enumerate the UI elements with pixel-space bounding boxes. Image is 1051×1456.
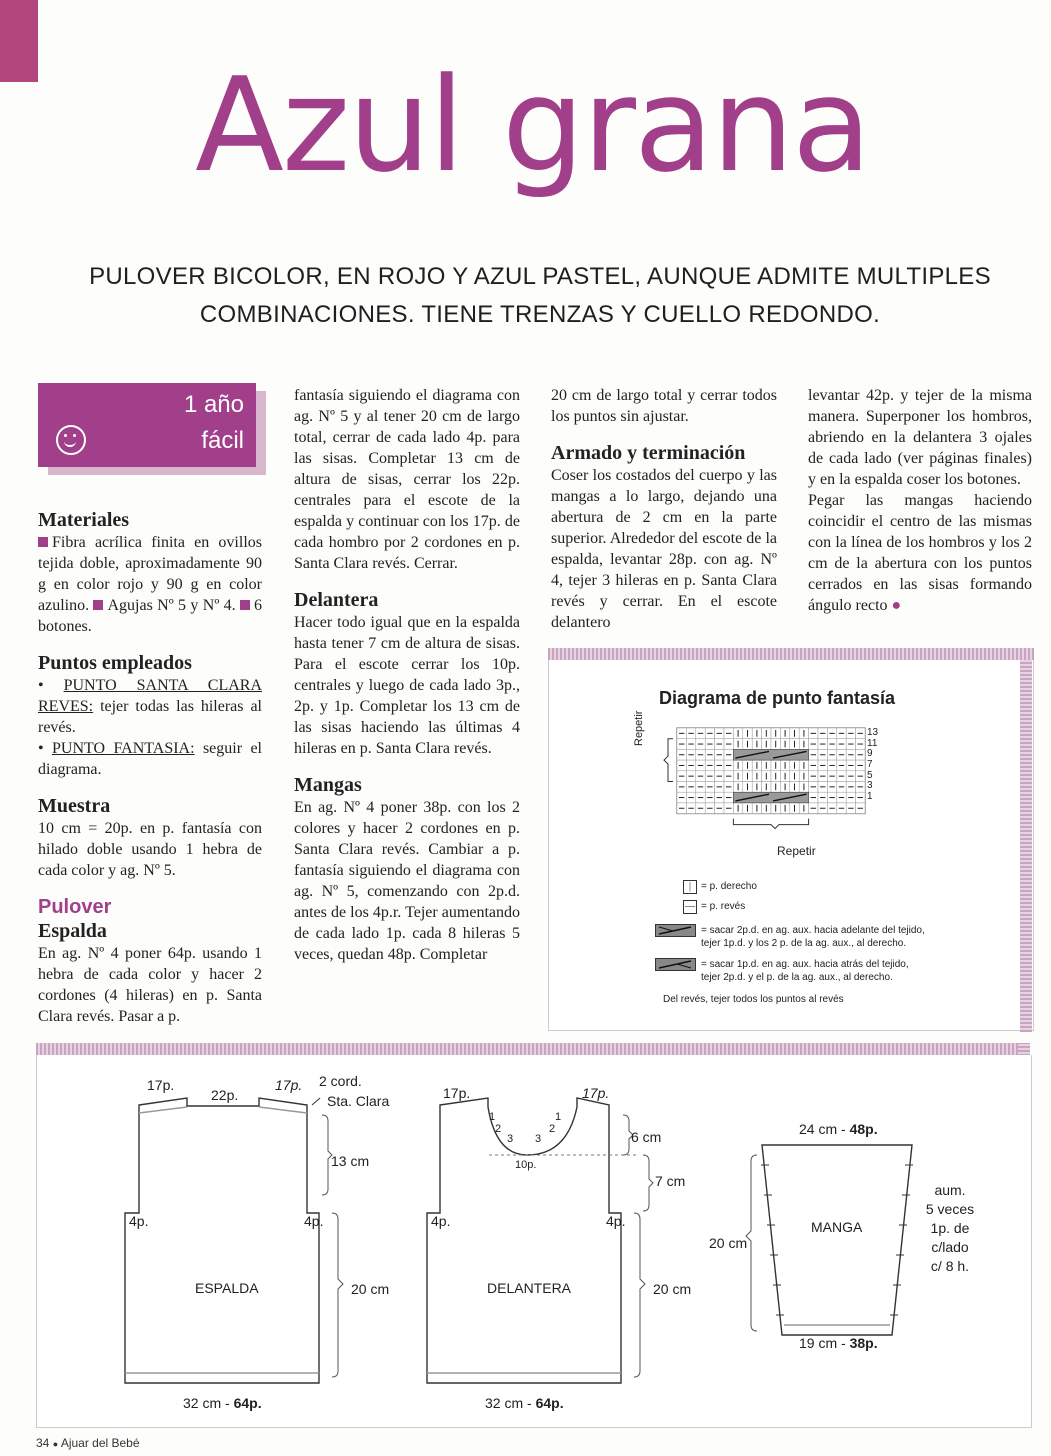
column-2 [294, 385, 520, 965]
espalda-neck: 22p. [211, 1087, 239, 1103]
legend-derecho: = p. derecho [701, 881, 757, 892]
manga-height: 20 cm [709, 1235, 748, 1251]
magazine-name: Ajuar del Bebé [60, 1436, 140, 1450]
column-1 [38, 508, 262, 1027]
difficulty-badge [38, 383, 256, 467]
manga-bottom-cm: 19 cm - [799, 1335, 846, 1351]
espalda-continued: fantasía siguiendo el diagrama con ag. Nº 5 y al tener 20 cm de largo total, cerrar de cada lado 4p. para las sisas. Completar 13 cm de altura de sisas, cerrar los 22p. centrales para el escote de la espalda y continuar con los 17p. de cada hombro por 2 cordones en p. Santa Clara revés. Cerrar. [294, 387, 520, 572]
manga-inc-4: c/lado [931, 1239, 969, 1255]
chart-cable-cell [733, 749, 808, 760]
legend-note: Del revés, tejer todos los puntos al revés [663, 994, 844, 1005]
delantera-width-cm: 32 cm - [485, 1395, 532, 1411]
delantera-left-shoulder: 17p. [443, 1085, 471, 1101]
delantera-left-dec: 4p. [431, 1213, 451, 1229]
manga-top-width [799, 1121, 878, 1137]
espalda-right-dec: 4p. [304, 1213, 324, 1229]
manga-inc-3: 1p. de [930, 1220, 970, 1236]
delantera-neck-height: 6 cm [631, 1129, 662, 1145]
row-numbers [867, 727, 887, 802]
delantera-right-shoulder: 17p. [582, 1085, 610, 1101]
manga-bottom-width [799, 1335, 878, 1351]
column-3 [551, 385, 777, 633]
repetir-vertical [633, 711, 645, 746]
delantera-width-p: 64p. [535, 1395, 564, 1411]
espalda-width [183, 1395, 262, 1411]
row-number: 1 [867, 791, 873, 803]
manga-label: MANGA [811, 1219, 863, 1235]
schematics-stripe-top [36, 1043, 1030, 1055]
legend-cross-back-icon [655, 958, 697, 972]
bullet-square-icon [93, 600, 103, 610]
legend-cross-back [701, 958, 909, 984]
page-title: Azul grana [195, 49, 870, 201]
delantera-body-height: 20 cm [653, 1281, 692, 1297]
diagram-stripe-top [548, 648, 1034, 660]
footer-bullet-icon: ● [52, 1439, 59, 1449]
delantera-dec-2b: 2 [549, 1123, 556, 1135]
manga-top-cm: 24 cm - [799, 1121, 846, 1137]
chart-grid [664, 728, 865, 829]
espalda-armhole-height: 13 cm [331, 1153, 370, 1169]
row-number: 13 [867, 727, 879, 738]
manga-top-p: 48p. [849, 1121, 878, 1137]
pulover-heading: Pulover [38, 896, 112, 918]
row-number: 7 [867, 759, 873, 771]
punto-item-2: • PUNTO FANTASIA: seguir el diagrama. [38, 740, 262, 778]
mangas-continued: 20 cm de largo total y cerrar todos los puntos sin ajustar. [551, 387, 777, 425]
armado-heading: Armado y terminación [551, 442, 746, 464]
end-bullet-icon: ● [891, 597, 902, 614]
row-number: 3 [867, 780, 873, 792]
delantera-width [485, 1395, 564, 1411]
delantera-text: Hacer todo igual que en la espalda hasta tener 7 cm de altura de sisas. Para el escote cerrar los 10p. centrales y luego de cada lado 3p., 2p. y 1p. Completar los 13 cm de las sisas haciendo las últimas 4 hileras en p. Santa Clara revés. [294, 614, 520, 757]
delantera-neck-center: 10p. [515, 1159, 537, 1171]
materiales-item-3: 6 botones. [38, 597, 263, 635]
mangas-heading: Mangas [294, 774, 362, 796]
espalda-left-shoulder: 17p. [147, 1077, 175, 1093]
page-footer [36, 1436, 140, 1450]
delantera-right-dec: 4p. [606, 1213, 626, 1229]
manga-bottom-p: 38p. [849, 1335, 878, 1351]
materiales-heading: Materiales [38, 509, 130, 531]
col4-text-2-body: Pegar las mangas haciendo coincidir el centro de las mismas con la línea de los hombros y los 2 cm de la abertura con los puntos cerrados en las sisas formando ángulo recto [808, 492, 1032, 614]
delantera-armhole-height: 7 cm [655, 1173, 686, 1189]
chart-cable-cell [733, 792, 808, 803]
legend-cross-back-line2: tejer 2p.d. y el p. de la ag. aux., al derecho. [701, 972, 893, 983]
delantera-dec-2: 2 [495, 1123, 502, 1135]
badge-age: 1 año [183, 391, 244, 418]
espalda-label: ESPALDA [195, 1280, 259, 1296]
legend-derecho-icon: | [683, 880, 697, 894]
repetir-horizontal: Repetir [777, 844, 816, 858]
schematic-drawings [37, 1055, 1031, 1427]
espalda-outline [125, 1098, 343, 1383]
legend-reves-icon: — [685, 901, 695, 912]
page-number: 34 [36, 1436, 50, 1450]
delantera-dec-1: 1 [489, 1111, 496, 1123]
manga-increase-note [915, 1181, 985, 1276]
stitch-diagram-box [548, 660, 1034, 1031]
bullet-square-icon [240, 600, 250, 610]
armado-text: Coser los costados del cuerpo y las mangas a lo largo, dejando una abertura de 2 cm en la parte superior. Alrededor del escote de la espalda, levantar 28p. con ag. Nº 4, tejer 3 hileras en p. Santa Clara revés y cerrar. En el escote delantero [551, 467, 777, 631]
manga-inc-1: aum. [934, 1182, 966, 1198]
muestra-text: 10 cm = 20p. en p. fantasía con hilado doble usando 1 hebra de cada color y ag. Nº 5. [38, 820, 262, 879]
row-number: 11 [867, 737, 878, 749]
punto-1-text: tejer todas las hileras al revés. [38, 698, 262, 736]
schematics-box [36, 1055, 1032, 1428]
subtitle-line-1: PULOVER BICOLOR, EN ROJO Y AZUL PASTEL, AUNQUE ADMITE MULTIPLES [89, 263, 991, 290]
corner-tab [0, 0, 38, 82]
espalda-width-cm: 32 cm - [183, 1395, 230, 1411]
materiales-item-1: Fibra acrílica finita en ovillos tejida doble, aproximadamente 90 g en color rojo y 90 g en color azulino. [38, 534, 262, 614]
delantera-label: DELANTERA [487, 1280, 572, 1296]
delantera-dec-3b: 3 [535, 1133, 542, 1145]
legend-cross-front-icon [655, 924, 697, 938]
materiales-text [38, 532, 262, 637]
smiley-icon [56, 425, 86, 455]
col4-text-2 [808, 490, 1032, 616]
diagram-stripe-right [1020, 660, 1032, 1032]
row-number: 5 [867, 769, 873, 781]
badge-level: fácil [201, 427, 244, 454]
repetir-v-bracket [664, 739, 673, 782]
row-number: 9 [867, 748, 873, 760]
punto-item-1: • PUNTO SANTA CLARA REVES: tejer todas las hileras al revés. [38, 677, 262, 736]
espalda-left-dec: 4p. [129, 1213, 149, 1229]
punto-2-text: seguir el diagrama. [38, 740, 262, 778]
delantera-heading: Delantera [294, 589, 379, 611]
legend-cross-front [701, 924, 925, 950]
subtitle-line-2: COMBINACIONES. TIENE TRENZAS Y CUELLO REDONDO. [199, 301, 881, 328]
legend-reves: = p. revés [701, 901, 746, 912]
legend-cross-front-line2: tejer 1p.d. y los 2 p. de la ag. aux., al derecho. [701, 938, 907, 949]
mangas-text: En ag. Nº 4 poner 38p. con los 2 colores y hacer 2 cordones en p. Santa Clara revés. Cambiar a p. fantasía siguiendo el diagrama con ag. Nº 5, comenzando con 2p.d. antes de los 4p.r. Tejer aumentando de cada lado 1p. cada 8 hileras 5 veces, quedan 48p. Completar [294, 799, 520, 963]
delantera-dec-1b: 1 [555, 1111, 562, 1123]
espalda-heading: Espalda [38, 920, 107, 942]
column-4 [808, 385, 1032, 616]
espalda-sta-clara: Sta. Clara [327, 1093, 390, 1109]
legend-cross-front-line1: = sacar 2p.d. en ag. aux. hacia adelante del tejido, [701, 925, 925, 936]
legend-cross-back-line1: = sacar 1p.d. en ag. aux. hacia atrás del tejido, [701, 959, 909, 970]
espalda-width-p: 64p. [233, 1395, 262, 1411]
subtitle [40, 258, 1040, 334]
manga-inc-5: c/ 8 h. [930, 1258, 970, 1274]
puntos-heading: Puntos empleados [38, 652, 192, 674]
espalda-body-height: 20 cm [351, 1281, 390, 1297]
espalda-text: En ag. Nº 4 poner 64p. usando 1 hebra de cada color y hacer 2 cordones (4 hileras) en p. Santa Clara revés. Pasar a p. [38, 945, 262, 1025]
delantera-dec-3: 3 [507, 1133, 514, 1145]
punto-2-name: PUNTO FANTASIA: [52, 740, 195, 757]
muestra-heading: Muestra [38, 795, 111, 817]
diagram-title: Diagrama de punto fantasía [659, 688, 896, 708]
punto-1-name: PUNTO SANTA CLARA REVES: [38, 677, 262, 715]
manga-inc-2: 5 veces [925, 1201, 975, 1217]
repetir-v-label: Repetir [633, 710, 645, 746]
repetir-h-bracket [733, 819, 808, 829]
espalda-cord: 2 cord. [319, 1073, 362, 1089]
manga-outline [746, 1145, 913, 1335]
col4-text-1: levantar 42p. y tejer de la misma manera. Superponer los hombros, abriendo en la delantera 3 ojales de cada lado (ver páginas finales) y en la espalda coser los botones. [808, 387, 1032, 488]
bullet-square-icon [38, 537, 48, 547]
espalda-right-shoulder: 17p. [275, 1077, 303, 1093]
materiales-item-2: Agujas Nº 5 y Nº 4. [107, 597, 236, 614]
